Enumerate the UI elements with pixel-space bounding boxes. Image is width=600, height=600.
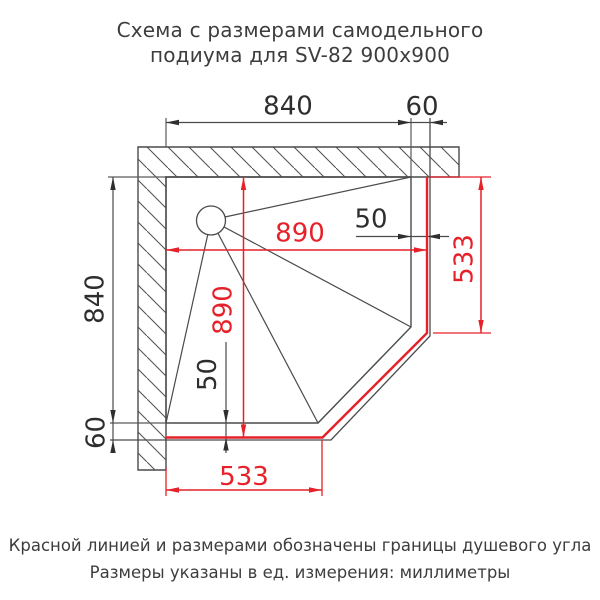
legend-red-line: Красной линией и размерами обозначены границы душевого угла [8, 536, 592, 555]
dim-right-gap: 50 [354, 204, 388, 235]
drain-circle [197, 206, 226, 235]
dim-top-width: 840 [263, 91, 313, 122]
dim-right-side: 533 [449, 234, 480, 284]
dim-bottom-gap: 50 [193, 357, 223, 392]
legend-units: Размеры указаны в ед. измерения: миллиметры [89, 563, 511, 582]
page-title-line1: Схема с размерами самодельного [116, 18, 484, 42]
dim-left-edge: 60 [81, 415, 112, 450]
dim-inner-width: 890 [275, 218, 325, 249]
dim-top-edge: 60 [405, 92, 439, 122]
page-title-line2: подиума для SV-82 900x900 [149, 43, 451, 67]
dim-inner-height: 890 [208, 285, 239, 335]
dim-left-height: 840 [80, 274, 111, 324]
dim-bottom-side: 533 [219, 462, 269, 492]
